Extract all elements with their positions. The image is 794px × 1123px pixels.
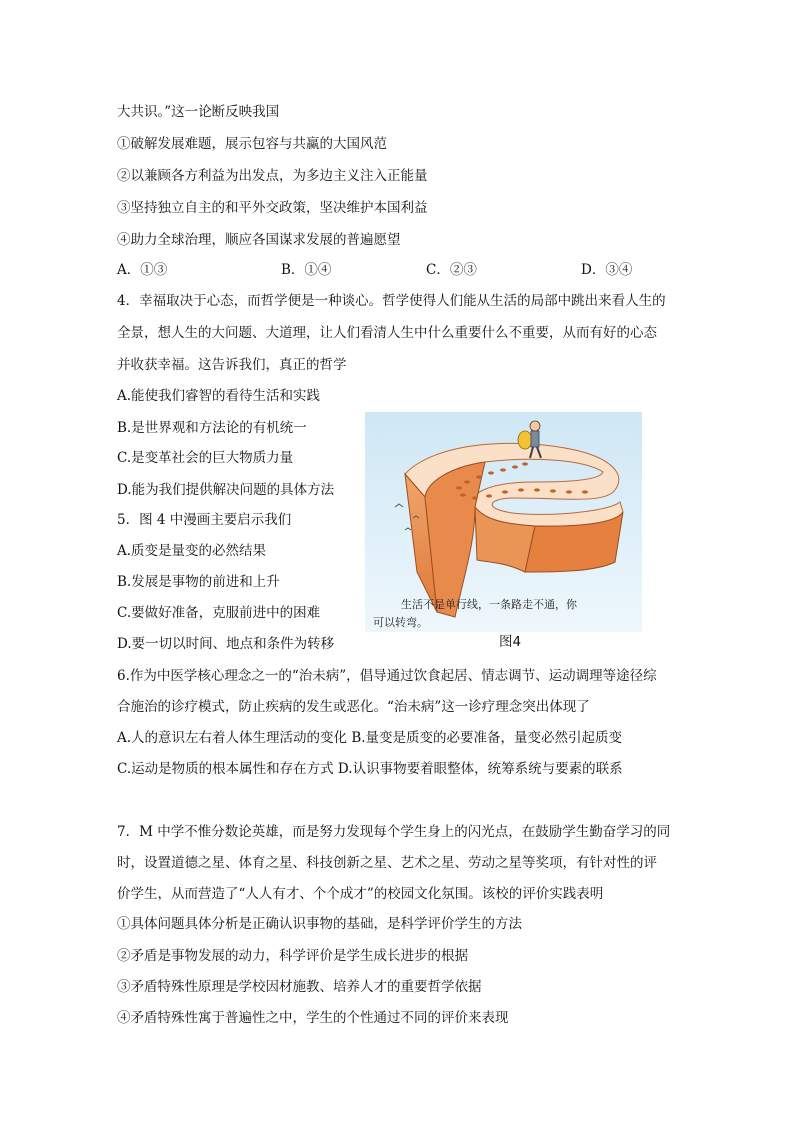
- figure-caption: 图4: [499, 634, 522, 650]
- q3-stem-continuation: 大共识。”这一论断反映我国: [117, 104, 280, 120]
- q3-option-d: D．③④: [581, 262, 633, 278]
- q3-statement-4: ④助力全球治理，顺应各国谋求发展的普遍愿望: [117, 232, 401, 248]
- cartoon-text-line-2: 可以转弯。: [373, 616, 428, 629]
- q4-option-b: B.是世界观和方法论的有机统一: [117, 420, 307, 436]
- q4-stem-line-2: 全景，想人生的大问题、大道理，让人们看清人生中什么重要什么不重要，从而有好的心态: [117, 325, 657, 341]
- q3-option-c: C．②③: [426, 262, 477, 278]
- q7-statement-3: ③矛盾特殊性原理是学校因材施教、培养人才的重要哲学依据: [117, 979, 482, 995]
- q7-stem-line-3: 价学生，从而营造了“人人有才、个个成才”的校园文化氛围。该校的评价实践表明: [117, 886, 604, 902]
- q6-options-cd: C.运动是物质的根本属性和存在方式 D.认识事物要着眼整体，统筹系统与要素的联系: [117, 761, 623, 777]
- cartoon-figure-4: [365, 412, 642, 632]
- q5-option-b: B.发展是事物的前进和上升: [117, 574, 280, 590]
- q6-stem-line-1: 6.作为中医学核心理念之一的“治未病”，倡导通过饮食起居、情志调节、运动调理等途径综: [117, 668, 657, 684]
- q6-options-ab: A.人的意识左右着人体生理活动的变化 B.量变是质变的必要准备，量变必然引起质变: [117, 730, 623, 746]
- q4-stem-line-1: 4．幸福取决于心态，而哲学便是一种谈心。哲学使得人们能从生活的局部中跳出来看人生的: [117, 293, 666, 309]
- q7-statement-4: ④矛盾特殊性寓于普遍性之中，学生的个性通过不同的评价来表现: [117, 1010, 509, 1026]
- q5-option-d: D.要一切以时间、地点和条件为转移: [117, 636, 335, 652]
- q5-option-a: A.质变是量变的必然结果: [117, 543, 267, 559]
- q5-option-c: C.要做好准备，克服前进中的困难: [117, 605, 321, 621]
- q3-option-a: A．①③: [117, 262, 168, 278]
- q7-stem-line-1: 7．M 中学不惟分数论英雄，而是努力发现每个学生身上的闪光点，在鼓励学生勤奋学习的同: [117, 824, 671, 840]
- q4-option-d: D.能为我们提供解决问题的具体方法: [117, 482, 335, 498]
- q6-stem-line-2: 合施治的诊疗模式，防止疾病的发生或恶化。“治未病”这一诊疗理念突出体现了: [117, 699, 590, 715]
- q4-stem-line-3: 并收获幸福。这告诉我们，真正的哲学: [117, 357, 347, 373]
- cartoon-text-line-1: 生活不是单行线，一条路走不通，你: [401, 598, 577, 611]
- q3-statement-3: ③坚持独立自主的和平外交政策，坚决维护本国利益: [117, 200, 428, 216]
- q3-option-b: B．①④: [281, 262, 332, 278]
- q4-option-c: C.是变革社会的巨大物质力量: [117, 450, 294, 466]
- q4-option-a: A.能使我们睿智的看待生活和实践: [117, 388, 321, 404]
- q7-stem-line-2: 时，设置道德之星、体育之星、科技创新之星、艺术之星、劳动之星等奖项，有针对性的评: [117, 855, 657, 871]
- q3-statement-2: ②以兼顾各方利益为出发点，为多边主义注入正能量: [117, 168, 428, 184]
- cartoon-illustration: [365, 412, 642, 632]
- q7-statement-2: ②矛盾是事物发展的动力，科学评价是学生成长进步的根据: [117, 948, 468, 964]
- q7-statement-1: ①具体问题具体分析是正确认识事物的基础，是科学评价学生的方法: [117, 916, 522, 932]
- q5-stem: 5．图 4 中漫画主要启示我们: [117, 512, 292, 528]
- q3-statement-1: ①破解发展难题，展示包容与共赢的大国风范: [117, 136, 387, 152]
